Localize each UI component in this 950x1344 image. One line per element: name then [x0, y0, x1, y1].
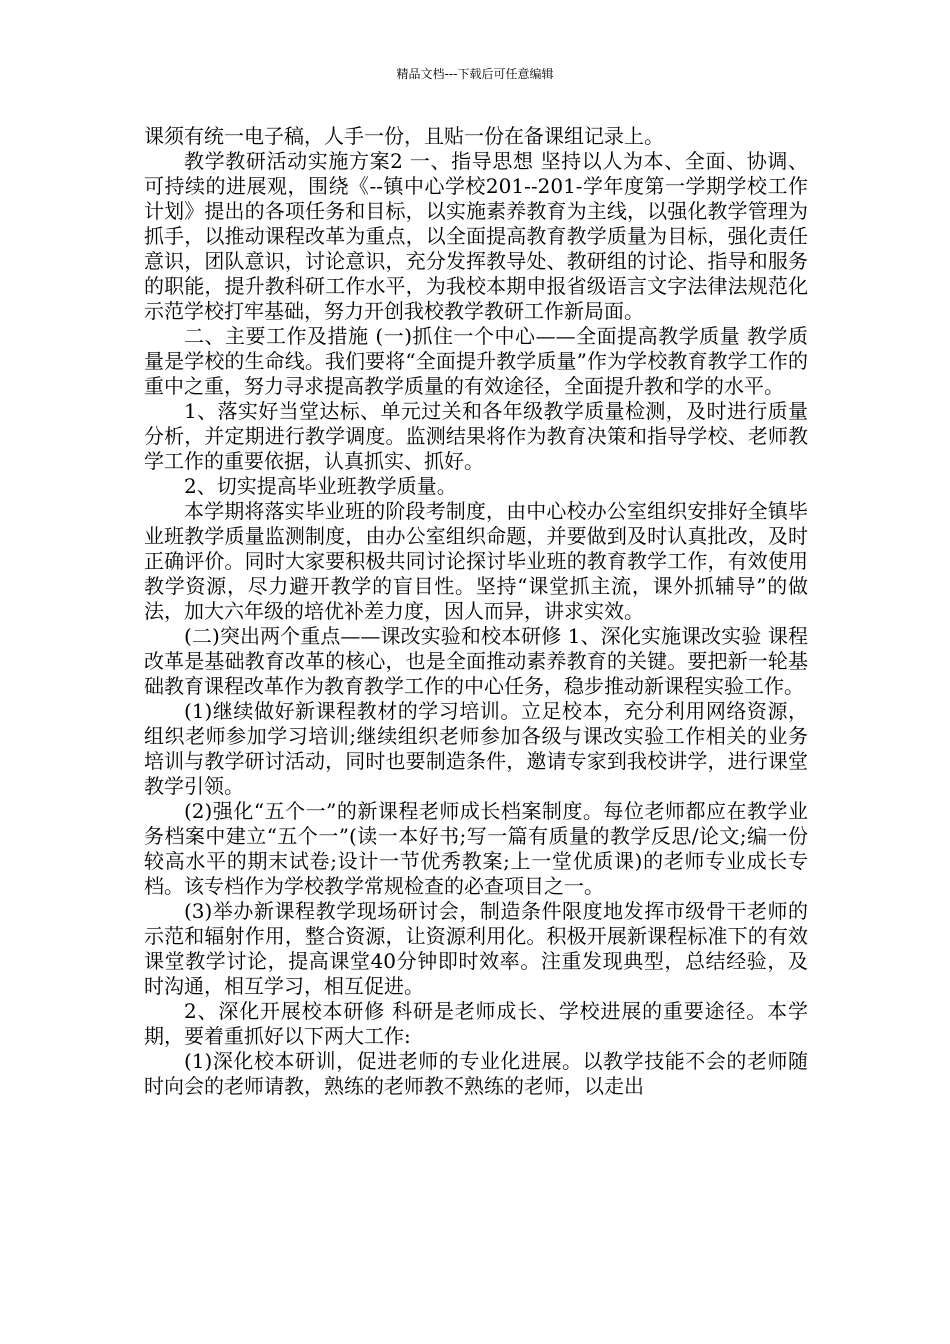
- paragraph: (2)强化“五个一”的新课程老师成长档案制度。每位老师都应在教学业务档案中建立“五个一”(读一本好书;写一篇有质量的教学反思/论文;编一份较高水平的期末试卷;设计一节优秀教案;上一堂优质课)的老师专业成长专档。该专档作为学校教学常规检查的必查项目之一。: [144, 799, 808, 898]
- document-body: [144, 124, 808, 1099]
- paragraph: (二)突出两个重点——课改实验和校本研修 1、深化实施课改实验 课程改革是基础教育改革的核心，也是全面推动素养教育的关键。要把新一轮基础教育课程改革作为教育教学工作的中心任务，稳步推动新课程实验工作。: [144, 624, 808, 698]
- paragraph: 教学教研活动实施方案2 一、指导思想 坚持以人为本、全面、协调、可持续的进展观，围绕《--镇中心学校201--201-学年度第一学期学校工作计划》提出的各项任务和目标，以实施素养教育为主线，以强化教学管理为抓手，以推动课程改革为重点，以全面提高教育教学质量为目标，强化责任意识，团队意识，讨论意识，充分发挥教导处、教研组的讨论、指导和服务的职能，提升教科研工作水平，为我校本期申报省级语言文字法律法规范化示范学校打牢基础，努力开创我校教学教研工作新局面。: [144, 149, 808, 323]
- paragraph: 本学期将落实毕业班的阶段考制度，由中心校办公室组织安排好全镇毕业班教学质量监测制度，由办公室组织命题，并要做到及时认真批改，及时正确评价。同时大家要积极共同讨论探讨毕业班的教育教学工作，有效使用教学资源，尽力避开教学的盲目性。坚持“课堂抓主流，课外抓辅导”的做法，加大六年级的培优补差力度，因人而异，讲求实效。: [144, 499, 808, 623]
- paragraph: (1)继续做好新课程教材的学习培训。立足校本，充分利用网络资源，组织老师参加学习培训;继续组织老师参加各级与课改实验工作相关的业务培训与教学研讨活动，同时也要制造条件，邀请专家到我校讲学，进行课堂教学引领。: [144, 699, 808, 798]
- paragraph: (3)举办新课程教学现场研讨会，制造条件限度地发挥市级骨干老师的示范和辐射作用，整合资源，让资源利用化。积极开展新课程标准下的有效课堂教学讨论，提高课堂40分钟即时效率。注重发现典型，总结经验，及时沟通，相互学习，相互促进。: [144, 899, 808, 998]
- paragraph: 2、切实提高毕业班教学质量。: [184, 474, 457, 498]
- paragraph: 二、主要工作及措施 (一)抓住一个中心——全面提高教学质量 教学质量是学校的生命线。我们要将“全面提升教学质量”作为学校教育教学工作的重中之重，努力寻求提高教学质量的有效途径，全面提升教和学的水平。: [144, 324, 808, 398]
- paragraph: 课须有统一电子稿，人手一份，且贴一份在备课组记录上。: [144, 124, 664, 148]
- paragraph: 1、落实好当堂达标、单元过关和各年级教学质量检测，及时进行质量分析，并定期进行教学调度。监测结果将作为教育决策和指导学校、老师教学工作的重要依据，认真抓实、抓好。: [144, 399, 808, 473]
- paragraph: 2、深化开展校本研修 科研是老师成长、学校进展的重要途径。本学期，要着重抓好以下两大工作:: [144, 999, 808, 1048]
- paragraph: (1)深化校本研训，促进老师的专业化进展。以教学技能不会的老师随时向会的老师请教，熟练的老师教不熟练的老师，以走出: [144, 1049, 808, 1098]
- page-header: 精品文档---下载后可任意编辑: [396, 67, 554, 81]
